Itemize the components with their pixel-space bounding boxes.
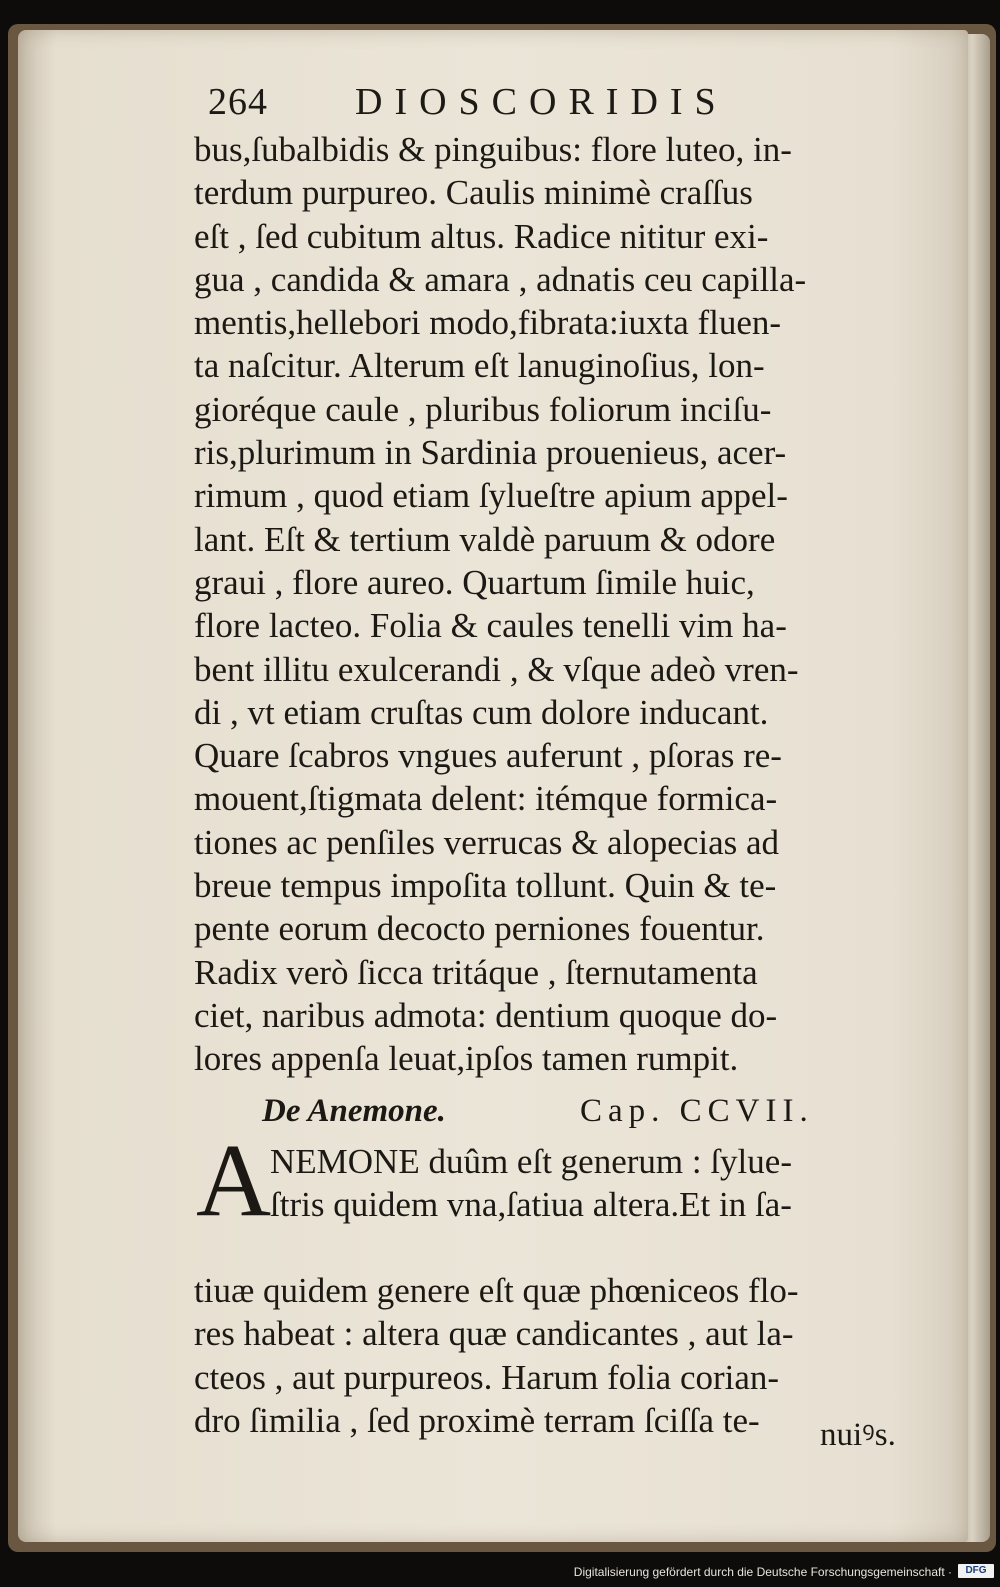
text-line: ta naſcitur. Alterum eſt lanuginoſius, lon- [194,346,765,386]
footer-bar [0,1557,1000,1587]
text-line: mentis,hellebori modo,fibrata:iuxta fluen- [194,303,782,343]
text-line: ciet, naribus admota: dentium quoque do- [194,995,778,1035]
text-line: ris,plurimum in Sardinia prouenieus, acer- [194,433,787,473]
text-line: rimum , quod etiam ſylueſtre apium appel- [194,476,788,516]
text-line: lant. Eſt & tertium valdè paruum & odore [194,519,776,559]
chapter-body-text [194,1269,928,1442]
text-line: di , vt etiam cruſtas cum dolore inducant. [194,692,769,732]
drop-cap: A [196,1123,272,1238]
running-head: DIOSCORIDIS [355,81,728,123]
text-line: gua , candida & amara , adnatis ceu capilla- [194,259,807,299]
page-number: 264 [208,81,268,123]
dfg-logo: DFG [958,1564,994,1578]
text-line: bus,ſubalbidis & pinguibus: flore luteo, in- [194,130,792,169]
funding-credit: Digitalisierung gefördert durch die Deutsche Forschungsgemeinschaft · [573,1565,952,1579]
text-line: mouent,ſtigmata delent: itémque formica- [194,779,778,819]
text-line: eſt , ſed cubitum altus. Radice nititur exi- [194,216,769,256]
body-text [194,128,928,1081]
chapter-number: Cap. CCVII. [580,1093,814,1129]
text-line: lores appenſa leuat,ipſos tamen rumpit. [194,1039,739,1079]
text-line: NEMONE duûm eſt generum : ſylue- [270,1142,792,1181]
text-line: flore lacteo. Folia & caules tenelli vim ha- [194,606,787,646]
text-line: dro ſimilia , ſed proximè terram ſciſſa te- [194,1400,760,1440]
text-line: ſtris quidem vna,ſatiua altera.Et in ſa- [270,1185,792,1225]
text-line: Quare ſcabros vngues auferunt , pſoras re- [194,736,782,776]
text-line: terdum purpureo. Caulis minimè craſſus [194,173,753,213]
text-line: gioréque caule , pluribus foliorum inciſu- [194,389,772,429]
catchword: nuiꝰs. [820,1417,896,1453]
text-line: cteos , aut purpureos. Harum folia corian- [194,1357,780,1397]
chapter-lead-text [270,1140,930,1227]
chapter-heading [262,1093,852,1137]
page-header [208,80,908,130]
text-line: pente eorum decocto perniones fouentur. [194,909,765,949]
text-line: Radix verò ſicca tritáque , ſternutamenta [194,952,758,992]
text-line: tiones ac penſiles verrucas & alopecias ad [194,822,780,862]
text-line: graui , flore aureo. Quartum ſimile huic, [194,562,755,602]
text-line: res habeat : altera quæ candicantes , aut la- [194,1314,794,1354]
text-line: bent illitu exulcerandi , & vſque adeò vren- [194,649,799,689]
text-line: breue tempus impoſita tollunt. Quin & te- [194,866,777,906]
chapter-title: De Anemone. [262,1093,446,1129]
text-line: tiuæ quidem genere eſt quæ phœniceos flo- [194,1271,799,1310]
